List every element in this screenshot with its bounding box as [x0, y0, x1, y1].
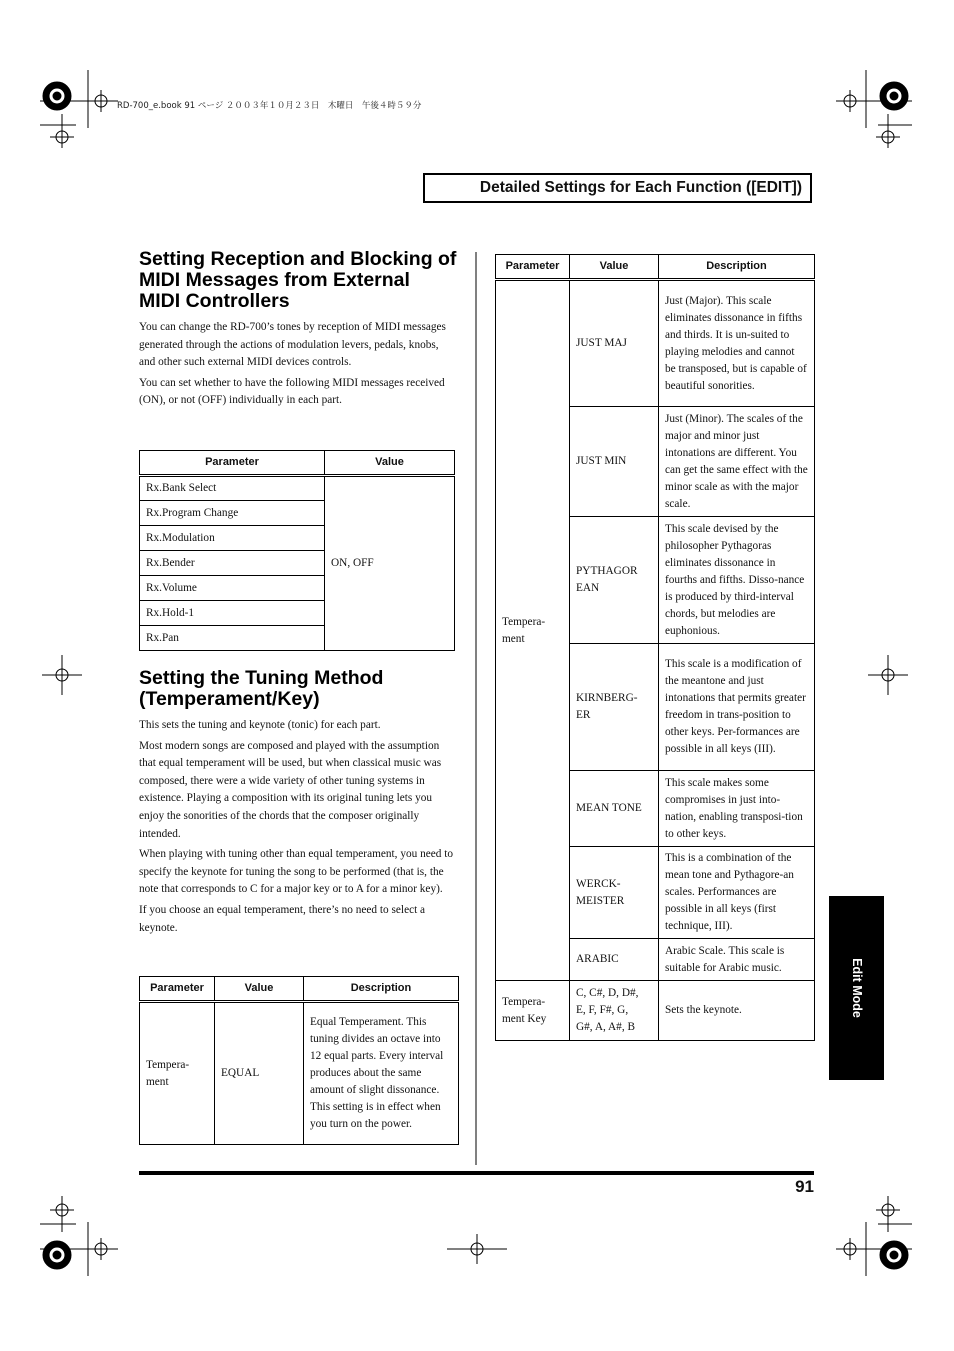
value-cell: C, C#, D, D#, E, F, F#, G, G#, A, A#, B	[570, 981, 659, 1041]
value-cell: ON, OFF	[325, 476, 455, 651]
column-header: Value	[325, 451, 455, 476]
param-cell: Rx.Volume	[140, 576, 325, 601]
column-header: Value	[570, 255, 659, 280]
midi-rx-table	[139, 450, 455, 651]
column-header: Description	[659, 255, 815, 280]
description-cell: This scale devised by the philosopher Pythagoras eliminates dissonance in fourths and fifths. Disso-nance is produced by third-interval chords, but melodies are euphonious.	[659, 517, 815, 644]
column-header: Parameter	[496, 255, 570, 280]
description-cell: This scale is a modification of the meantone and just intonations that permits greater freedom in trans-position to other keys. Per-formances are possible in all keys (III).	[659, 644, 815, 771]
temperament-table	[495, 254, 815, 1041]
param-cell: Rx.Bender	[140, 551, 325, 576]
paragraph: When playing with tuning other than equal temperament, you need to specify the keynote for tuning the song to be performed (that is, the note that corresponds to C for a major key or to A for a minor key).	[139, 848, 454, 896]
description-cell: Sets the keynote.	[659, 981, 815, 1041]
param-cell: Tempera- ment	[496, 280, 570, 981]
paragraph: You can set whether to have the following MIDI messages received (ON), or not (OFF) individually in each part.	[139, 376, 445, 407]
param-cell: Rx.Bank Select	[140, 476, 325, 501]
column-header: Description	[304, 977, 459, 1002]
param-cell: Tempera- ment Key	[496, 981, 570, 1041]
section1-title-line: Setting Reception and Blocking of	[139, 248, 457, 270]
param-cell: Tempera- ment	[140, 1002, 215, 1145]
value-cell: WERCK- MEISTER	[570, 847, 659, 939]
value-cell: MEAN TONE	[570, 771, 659, 847]
chapter-header-title: Detailed Settings for Each Function ([EDIT])	[479, 179, 802, 196]
param-cell: Rx.Hold-1	[140, 601, 325, 626]
param-cell: Rx.Pan	[140, 626, 325, 651]
section1-title-line: MIDI Messages from External	[139, 269, 410, 291]
description-cell: This scale makes some compromises in just into-nation, enabling transposi-tion to other keys.	[659, 771, 815, 847]
paragraph: You can change the RD-700’s tones by reception of MIDI messages generated through the actions of modulation levers, pedals, knobs, and other such external MIDI devices controls.	[139, 321, 446, 369]
value-cell: KIRNBERG- ER	[570, 644, 659, 771]
column-header: Value	[215, 977, 304, 1002]
description-cell: Just (Major). This scale eliminates dissonance in fifths and thirds. It is un-suited to playing melodies and cannot be transposed, but is capable of beautiful sonorities.	[659, 280, 815, 407]
paragraph: If you choose an equal temperament, there’s no need to select a keynote.	[139, 903, 426, 934]
param-cell: Rx.Modulation	[140, 526, 325, 551]
description-cell: Equal Temperament. This tuning divides an octave into 12 equal parts. Every interval produces about the same amount of slight dissonance. This setting is in effect when you turn on the power.	[304, 1002, 459, 1145]
page-number: 91	[795, 1177, 814, 1196]
description-cell: This is a combination of the mean tone and Pythagore-an scales. Performances are possible in all keys (first technique, III).	[659, 847, 815, 939]
section1-body	[139, 319, 455, 413]
section2-title-line: (Temperament/Key)	[139, 688, 320, 710]
section1-title-line: MIDI Controllers	[139, 290, 290, 312]
file-stamp: RD-700_e.book 91 ページ ２００３年１０月２３日 木曜日 午後４時５９分	[117, 101, 422, 111]
paragraph: Most modern songs are composed and played with the assumption that equal temperament will be used, but when classical music was composed, there were a wide variety of other tuning systems in existence. Playing a composition with its original tuning lets you enjoy the sonorities of the chords that the composer originally intended.	[139, 739, 442, 840]
chapter-header	[423, 173, 812, 203]
param-cell: Rx.Program Change	[140, 501, 325, 526]
column-header: Parameter	[140, 977, 215, 1002]
section2-title-line: Setting the Tuning Method	[139, 667, 384, 689]
description-cell: Arabic Scale. This scale is suitable for Arabic music.	[659, 939, 815, 981]
paragraph: This sets the tuning and keynote (tonic) for each part.	[139, 719, 381, 731]
side-tab	[829, 896, 884, 1080]
column-header: Parameter	[140, 451, 325, 476]
section2-body	[139, 717, 459, 940]
value-cell: EQUAL	[215, 1002, 304, 1145]
description-cell: Just (Minor). The scales of the major and minor just intonations are different. You can get the same effect with the minor scale as with the major scale.	[659, 407, 815, 517]
section1-title	[139, 249, 469, 312]
value-cell: JUST MIN	[570, 407, 659, 517]
value-cell: PYTHAGOR EAN	[570, 517, 659, 644]
section2-title	[139, 668, 469, 710]
value-cell: ARABIC	[570, 939, 659, 981]
side-tab-label: Edit Mode	[849, 958, 864, 1018]
temperament-equal-table	[139, 976, 459, 1145]
value-cell: JUST MAJ	[570, 280, 659, 407]
